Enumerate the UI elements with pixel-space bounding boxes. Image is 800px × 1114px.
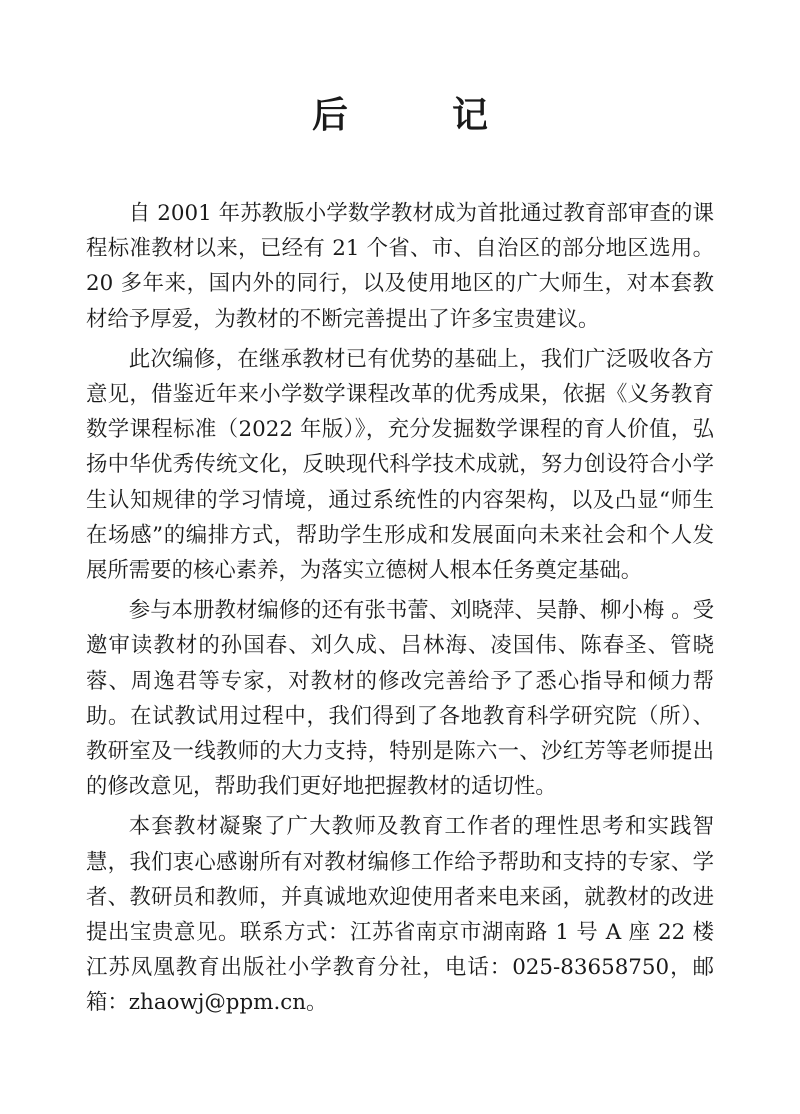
- paragraph-2: 此次编修，在继承教材已有优势的基础上，我们广泛吸收各方意见，借鉴近年来小学数学课程改革的优秀成果，依据《义务教育数学课程标准（2022 年版）》，充分发掘数学课程的育人价值，弘扬中华优秀传统文化，反映现代科学技术成就，努力创设符合小学生认知规律的学习情境，通过系统性的内容架构，以及凸显“师生在场感”的编排方式，帮助学生形成和发展面向未来社会和个人发展所需要的核心素养，为落实立德树人根本任务奠定基础。: [86, 346, 714, 584]
- document-body: [86, 196, 714, 1026]
- paragraph-4: 本套教材凝聚了广大教师及教育工作者的理性思考和实践智慧，我们衷心感谢所有对教材编修工作给予帮助和支持的专家、学者、教研员和教师，并真诚地欢迎使用者来电来函，就教材的改进提出宝贵意见。联系方式：江苏省南京市湖南路 1 号 A 座 22 楼江苏凤凰教育出版社小学教育分社，电话：025-83658750，邮箱：zhaowj@ppm.cn。: [86, 814, 714, 1016]
- page-title: 后 记: [311, 95, 522, 136]
- paragraph-3: 参与本册教材编修的还有张书蕾、刘晓萍、吴静、柳小梅 。受邀审读教材的孙国春、刘久成、吕林海、凌国伟、陈春圣、管晓蓉、周逸君等专家，对教材的修改完善给予了悉心指导和倾力帮助。在试教试用过程中，我们得到了各地教育科学研究院（所）、教研室及一线教师的大力支持，特别是陈六一、沙红芳等老师提出的修改意见，帮助我们更好地把握教材的适切性。: [86, 598, 714, 800]
- paragraph-1: 自 2001 年苏教版小学数学教材成为首批通过教育部审查的课程标准教材以来，已经有 21 个省、市、自治区的部分地区选用。20 多年来，国内外的同行，以及使用地区的广大师生，对本套教材给予厚爱，为教材的不断完善提出了许多宝贵建议。: [86, 201, 714, 332]
